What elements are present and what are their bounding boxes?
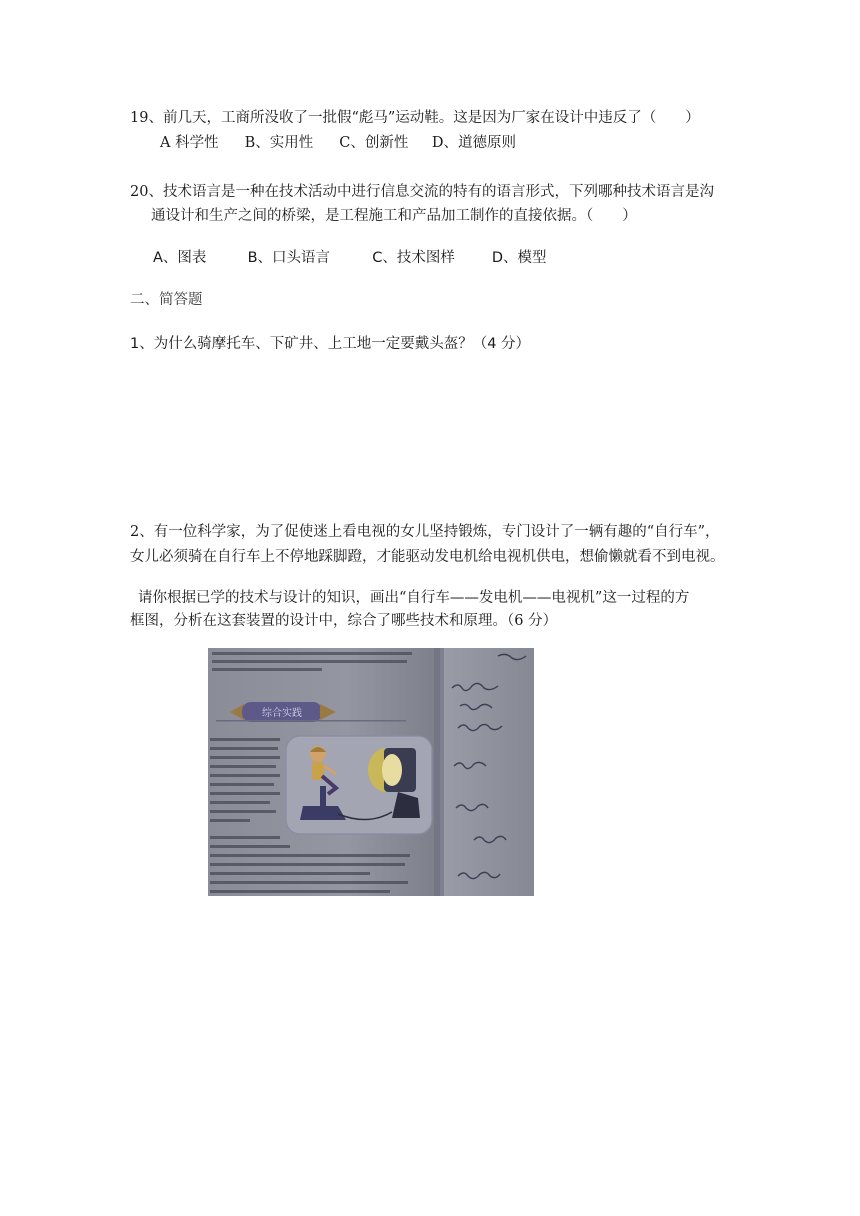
short-answer-q1: 1、为什么骑摩托车、下矿井、上工地一定要戴头盔？（4 分） — [130, 336, 531, 352]
short-answer-q2-line2: 女儿必须骑在自行车上不停地踩脚蹬，才能驱动发电机给电视机供电，想偷懒就看不到电视。 — [130, 549, 725, 565]
q19-option-d: D、道德原则 — [431, 135, 516, 151]
q19-option-a: A 科学性 — [160, 135, 219, 151]
svg-text:综合实践: 综合实践 — [262, 708, 302, 719]
short-answer-q2-line4: 框图，分析在这套装置的设计中，综合了哪些技术和原理。（6 分） — [130, 613, 558, 629]
q20-stem-line2: 通设计和生产之间的桥梁，是工程施工和产品加工制作的直接依据。（ ） — [151, 208, 637, 224]
q19-option-c: C、创新性 — [339, 135, 409, 151]
q20-option-a: A、图表 — [153, 250, 207, 266]
q20-option-b: B、口头语言 — [247, 250, 331, 266]
textbook-photo — [208, 648, 534, 896]
q20-options — [153, 248, 547, 268]
q20-stem-line1: 20、技术语言是一种在技术活动中进行信息交流的特有的语言形式，下列哪种技术语言是沟 — [130, 184, 714, 200]
q20-option-c: C、技术图样 — [372, 250, 455, 266]
q20-option-d: D、模型 — [491, 250, 547, 266]
short-answer-q2-line3: 请你根据已学的技术与设计的知识，画出“自行车——发电机——电视机”这一过程的方 — [138, 590, 690, 606]
q19-options — [160, 133, 516, 153]
q19-option-b: B、实用性 — [244, 135, 314, 151]
section-heading: 二、简答题 — [130, 292, 203, 308]
short-answer-q2-line1: 2、有一位科学家，为了促使迷上看电视的女儿坚持锻炼，专门设计了一辆有趣的“自行车”， — [130, 524, 720, 540]
q19-stem: 19、前几天，工商所没收了一批假“彪马”运动鞋。这是因为厂家在设计中违反了（ ） — [130, 110, 700, 126]
photo-right-page — [440, 648, 534, 896]
